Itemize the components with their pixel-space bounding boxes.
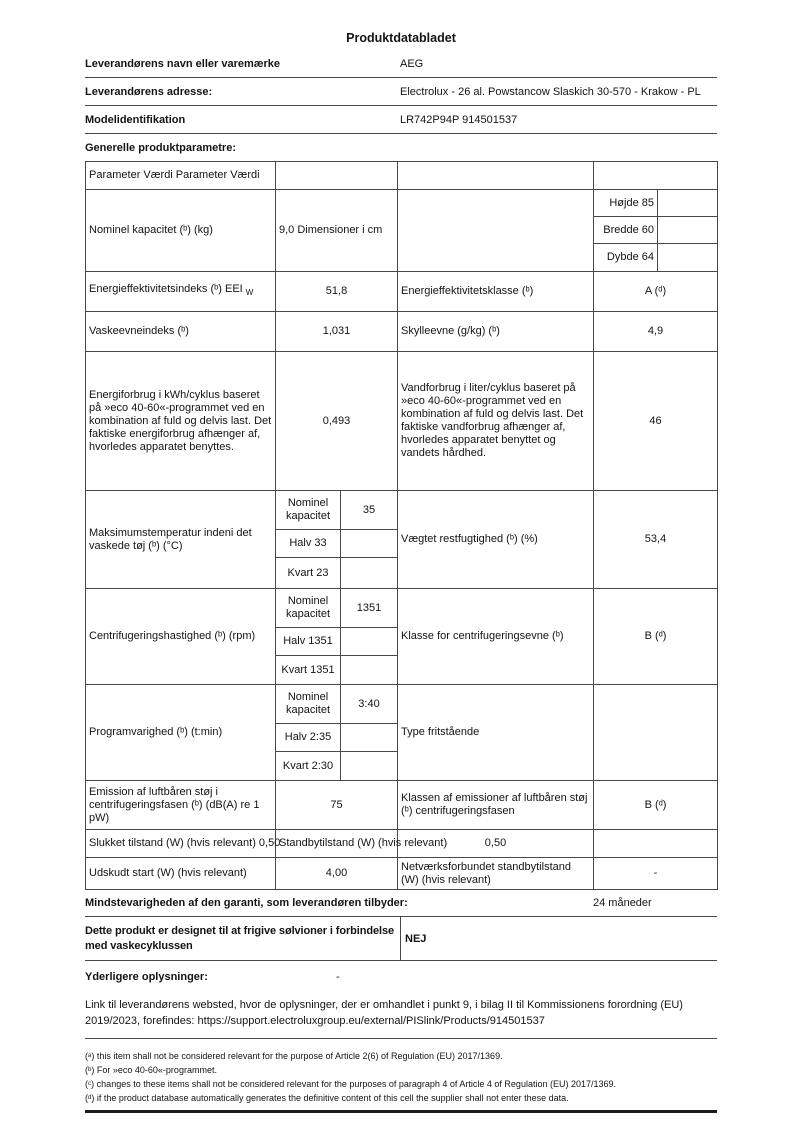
additional-info-row [85, 961, 717, 993]
spin-class-label: Klasse for centrifugeringsevne (ᵇ) [398, 589, 594, 685]
program-duration-label: Programvarighed (ᵇ) (t:min) [86, 685, 276, 781]
duration-half-value: Halv 2:35 [276, 724, 341, 752]
spin-nominal-label: Nominel kapacitet [276, 589, 341, 628]
param-header-cell: Parameter Værdi Parameter Værdi [86, 162, 276, 190]
warranty-row [85, 890, 717, 917]
type-value [594, 685, 718, 781]
empty-cell [594, 830, 718, 858]
footnote-d: (ᵈ) if the product database automatically generates the definitive content of this cell the supplier shall not enter these data. [85, 1093, 569, 1103]
section-heading: Generelle produktparametre: [85, 141, 236, 154]
empty-cell [398, 162, 594, 190]
footnote-c: (ᶜ) changes to these items shall not be considered relevant for the purposes of paragraph 4 of Article 4 of Regulation (EU) 2017/1369. [85, 1079, 616, 1089]
residual-moisture-label: Vægtet restfugtighed (ᵇ) (%) [398, 491, 594, 589]
footnote-a: (ᵃ) this item shall not be considered relevant for the purpose of Article 2(6) of Regulation (EU) 2017/1369. [85, 1051, 503, 1061]
spin-class-value: B (ᵈ) [594, 589, 718, 685]
spin-nominal-value: 1351 [341, 589, 398, 628]
wash-index-label: Vaskeevneindeks (ᵇ) [86, 312, 276, 352]
silver-ions-row [85, 917, 717, 961]
energy-consumption-label: Energiforbrug i kWh/cyklus baseret på »eco 40-60«-programmet ved en kombination af fuld og delvis last. Det faktiske energiforbrug afhænger af, hvorledes apparatet benyttes. [86, 352, 276, 491]
rinse-value: 4,9 [594, 312, 718, 352]
capacity-row [86, 190, 718, 217]
networked-standby-value: - [594, 858, 718, 890]
empty-cell [276, 162, 398, 190]
supplier-name-label: Leverandørens navn eller varemærke [85, 57, 281, 70]
residual-moisture-value: 53,4 [594, 491, 718, 589]
website-link-prefix: Link til leverandørens websted, hvor de oplysninger, der er omhandlet i punkt 9, i bilag II til Kommissionens forordning (EU) 2019/2023, forefindes: [85, 999, 683, 1027]
footnotes [85, 1049, 717, 1105]
dimension-depth: Dybde 64 [594, 244, 658, 272]
capacity-label: Nominel kapacitet (ᵇ) (kg) [86, 190, 276, 272]
capacity-value-dimensions-label: 9,0 Dimensioner i cm [276, 190, 398, 272]
model-identifier-row [85, 106, 717, 134]
type-label: Type fritstående [398, 685, 594, 781]
supplier-address-row [85, 78, 717, 106]
duration-quarter-value: Kvart 2:30 [276, 752, 341, 781]
page-title: Produktdatabladet [346, 31, 456, 45]
noise-class-label: Klassen af emissioner af luftbåren støj (ᵇ) centrifugeringsfasen [398, 781, 594, 830]
general-parameters-table [85, 161, 718, 890]
spin-speed-row [86, 589, 718, 628]
wash-index-row [86, 312, 718, 352]
standby-value: 0,50 [398, 830, 594, 858]
delay-start-value: 4,00 [276, 858, 398, 890]
additional-info-label: Yderligere oplysninger: [85, 971, 208, 983]
warranty-value: 24 måneder [593, 897, 652, 909]
empty-cell [594, 162, 718, 190]
silver-ions-value: NEJ [405, 932, 427, 945]
supplier-name-row [85, 50, 717, 78]
energy-index-label-text: Energieffektivitetsindeks (ᵇ) EEI [89, 283, 246, 296]
eei-subscript: W [245, 288, 254, 298]
supplier-name-value: AEG [400, 57, 424, 70]
off-mode-row [86, 830, 718, 858]
supplier-website-link[interactable]: https://support.electroluxgroup.eu/external/PISlink/Products/914501537 [197, 1015, 545, 1027]
temp-nominal-label: Nominel kapacitet [276, 491, 341, 530]
energy-consumption-row [86, 352, 718, 491]
program-duration-row [86, 685, 718, 724]
temp-nominal-value: 35 [341, 491, 398, 530]
duration-nominal-label: Nominel kapacitet [276, 685, 341, 724]
param-header-row [86, 162, 718, 190]
energy-class-value: A (ᵈ) [594, 272, 718, 312]
model-identifier-label: Modelidentifikation [85, 113, 186, 126]
empty-cell [341, 656, 398, 685]
temp-quarter-value: Kvart 23 [276, 558, 341, 589]
energy-index-value: 51,8 [276, 272, 398, 312]
noise-emission-label: Emission af luftbåren støj i centrifugeringsfasen (ᵇ) (dB(A) re 1 pW) [86, 781, 276, 830]
noise-emission-row [86, 781, 718, 830]
rinse-label: Skylleevne (g/kg) (ᵇ) [398, 312, 594, 352]
empty-cell [341, 724, 398, 752]
empty-cell [658, 244, 718, 272]
spin-speed-label: Centrifugeringshastighed (ᵇ) (rpm) [86, 589, 276, 685]
dimension-width: Bredde 60 [594, 217, 658, 244]
wash-index-value: 1,031 [276, 312, 398, 352]
water-consumption-label: Vandforbrug i liter/cyklus baseret på »eco 40-60«-programmet ved en kombination af fuld og delvis last. Det faktiske vandforbrug afhænger af, hvorledes apparatet benyttet og vandets hårdhed. [398, 352, 594, 491]
bottom-rule [85, 1110, 717, 1113]
empty-cell [341, 628, 398, 656]
delay-start-label: Udskudt start (W) (hvis relevant) [86, 858, 276, 890]
energy-class-label: Energieffektivitetsklasse (ᵇ) [398, 272, 594, 312]
max-temperature-label: Maksimumstemperatur indeni det vaskede tøj (ᵇ) (°C) [86, 491, 276, 589]
silver-ions-label: Dette produkt er designet til at frigive sølvioner i forbindelse med vaskecyklussen [85, 917, 401, 960]
duration-nominal-value: 3:40 [341, 685, 398, 724]
spin-quarter-value: Kvart 1351 [276, 656, 341, 685]
water-consumption-value: 46 [594, 352, 718, 491]
noise-class-value: B (ᵈ) [594, 781, 718, 830]
empty-cell [658, 190, 718, 217]
off-mode-label: Slukket tilstand (W) (hvis relevant) 0,50 [86, 830, 276, 858]
footnote-b: (ᵇ) For »eco 40-60«-programmet. [85, 1065, 217, 1075]
empty-cell [341, 752, 398, 781]
dimension-height: Højde 85 [594, 190, 658, 217]
supplier-address-label: Leverandørens adresse: [85, 85, 213, 98]
standby-label: Standbytilstand (W) (hvis relevant) [276, 830, 398, 858]
networked-standby-label: Netværksforbundet standbytilstand (W) (hvis relevant) [398, 858, 594, 890]
delay-start-row [86, 858, 718, 890]
warranty-label: Mindstevarigheden af den garanti, som leverandøren tilbyder: [85, 897, 408, 909]
energy-index-row [86, 272, 718, 312]
empty-cell [341, 530, 398, 558]
additional-info-value: - [336, 971, 340, 983]
energy-index-label [86, 272, 276, 312]
empty-cell [341, 558, 398, 589]
noise-emission-value: 75 [276, 781, 398, 830]
temp-half-value: Halv 33 [276, 530, 341, 558]
supplier-address-value: Electrolux - 26 al. Powstancow Slaskich 30-570 - Krakow - PL [400, 85, 701, 98]
spin-half-value: Halv 1351 [276, 628, 341, 656]
empty-cell [398, 190, 594, 272]
energy-consumption-value: 0,493 [276, 352, 398, 491]
empty-cell [658, 217, 718, 244]
website-link-paragraph [85, 997, 717, 1039]
max-temperature-row [86, 491, 718, 530]
model-identifier-value: LR742P94P 914501537 [400, 113, 518, 126]
